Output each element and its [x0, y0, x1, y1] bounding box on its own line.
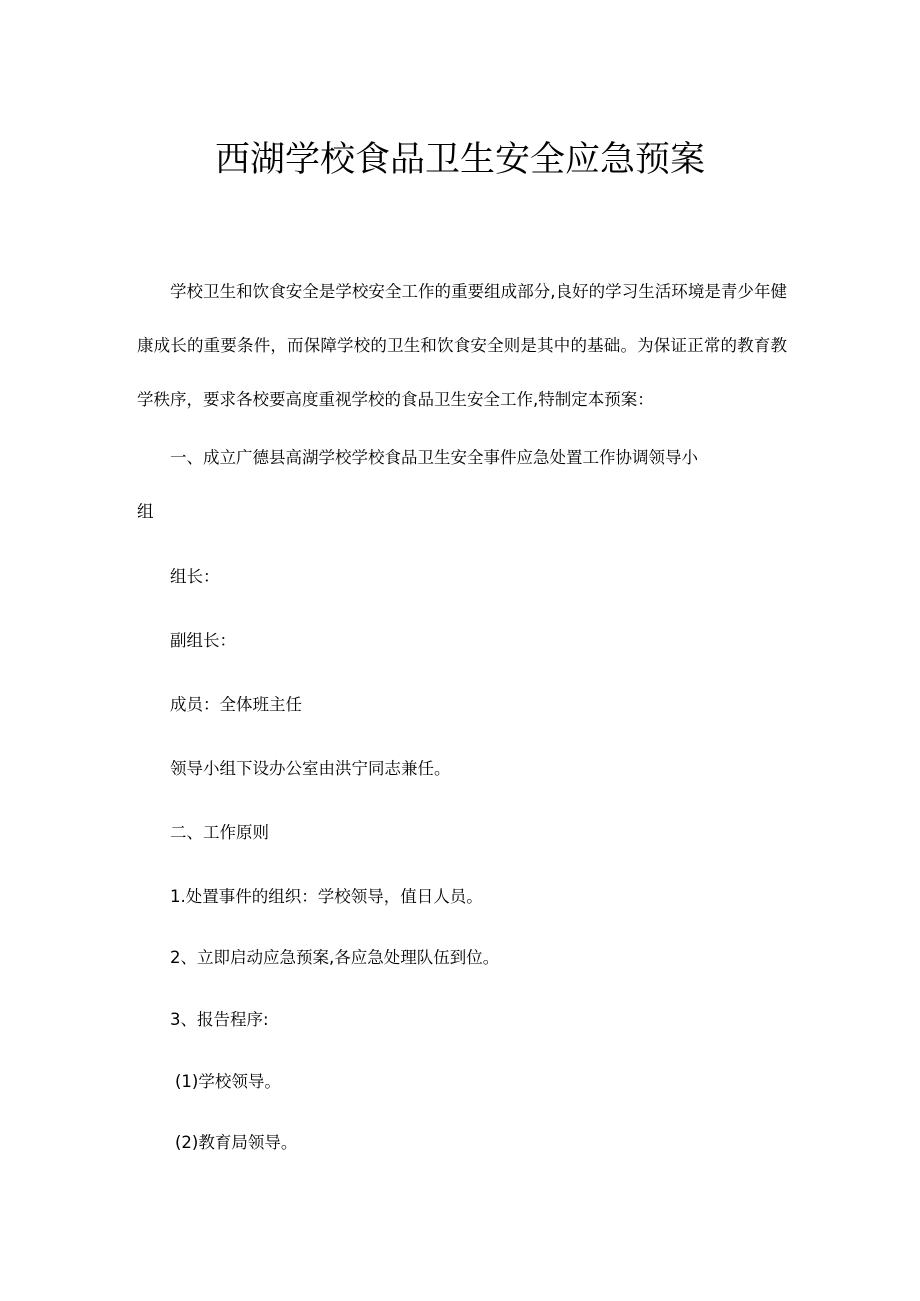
office-note-line: 领导小组下设办公室由洪宁同志兼任。	[170, 759, 451, 778]
section1-heading: 一、成立广德县高湖学校学校食品卫生安全事件应急处置工作协调领导小	[170, 448, 698, 467]
intro-paragraph: 学校卫生和饮食安全是学校安全工作的重要组成部分,良好的学习生活环境是青少年健康成长的重要条件，而保障学校的卫生和饮食安全则是其中的基础。为保证正常的教育教学秩序，要求各校要高度重视学校的食品卫生安全工作,特制定本预案：	[137, 282, 787, 409]
principle-item-1: 1.处置事件的组织：学校领导，值日人员。	[170, 887, 483, 906]
document-title: 西湖学校食品卫生安全应急预案	[214, 140, 705, 180]
report-item-2: (2)教育局领导。	[175, 1133, 298, 1152]
principle-item-3: 3、报告程序:	[170, 1010, 269, 1029]
deputy-leader-line: 副组长：	[170, 631, 236, 650]
leader-line: 组长：	[170, 567, 220, 586]
section1-heading-continued: 组	[137, 502, 154, 521]
members-line: 成员：全体班主任	[170, 695, 302, 714]
report-item-1: (1)学校领导。	[175, 1072, 281, 1091]
section2-heading: 二、工作原则	[170, 823, 269, 842]
principle-item-2: 2、立即启动应急预案,各应急处理队伍到位。	[170, 948, 500, 967]
